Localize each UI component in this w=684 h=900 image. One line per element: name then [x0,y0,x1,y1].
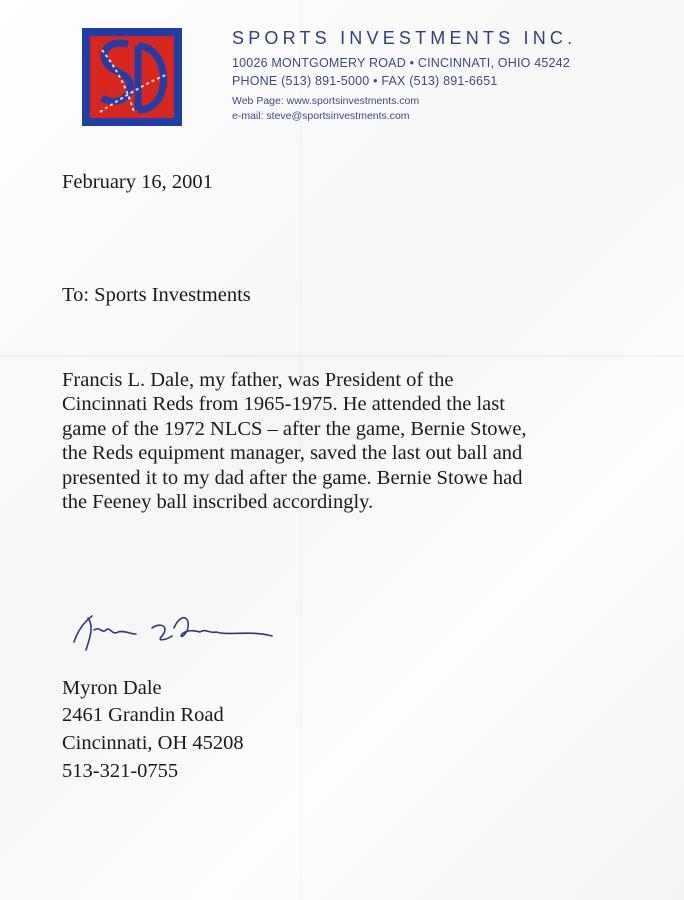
company-name: SPORTS INVESTMENTS INC. [232,28,577,48]
sender-name: Myron Dale [62,677,162,699]
body-line: the Reds equipment manager, saved the last out ball and [62,442,523,465]
company-email: e-mail: steve@sportsinvestments.com [232,110,410,122]
body-line: game of the 1972 NLCS – after the game, Bernie Stowe, [62,417,527,440]
handwritten-signature [70,600,280,660]
company-address: 10026 MONTGOMERY ROAD • CINCINNATI, OHIO 45242 [232,56,570,70]
sender-phone: 513-321-0755 [62,760,179,782]
body-line: Cincinnati Reds from 1965-1975. He attended the last [62,393,505,416]
company-logo [82,28,182,126]
paper-crease [0,355,684,357]
body-line: the Feeney ball inscribed accordingly. [62,491,374,514]
sender-city: Cincinnati, OH 45208 [62,732,244,754]
letter-body [62,368,527,514]
body-line: presented it to my dad after the game. Bernie Stowe had [62,466,523,489]
letter-date: February 16, 2001 [62,171,213,193]
body-line: Francis L. Dale, my father, was President of the [62,369,454,391]
sender-street: 2461 Grandin Road [62,704,224,726]
company-phone-fax: PHONE (513) 891-5000 • FAX (513) 891-6651 [232,74,498,88]
letter-recipient: To: Sports Investments [62,284,251,306]
company-web-page: Web Page: www.sportsinvestments.com [232,95,420,107]
